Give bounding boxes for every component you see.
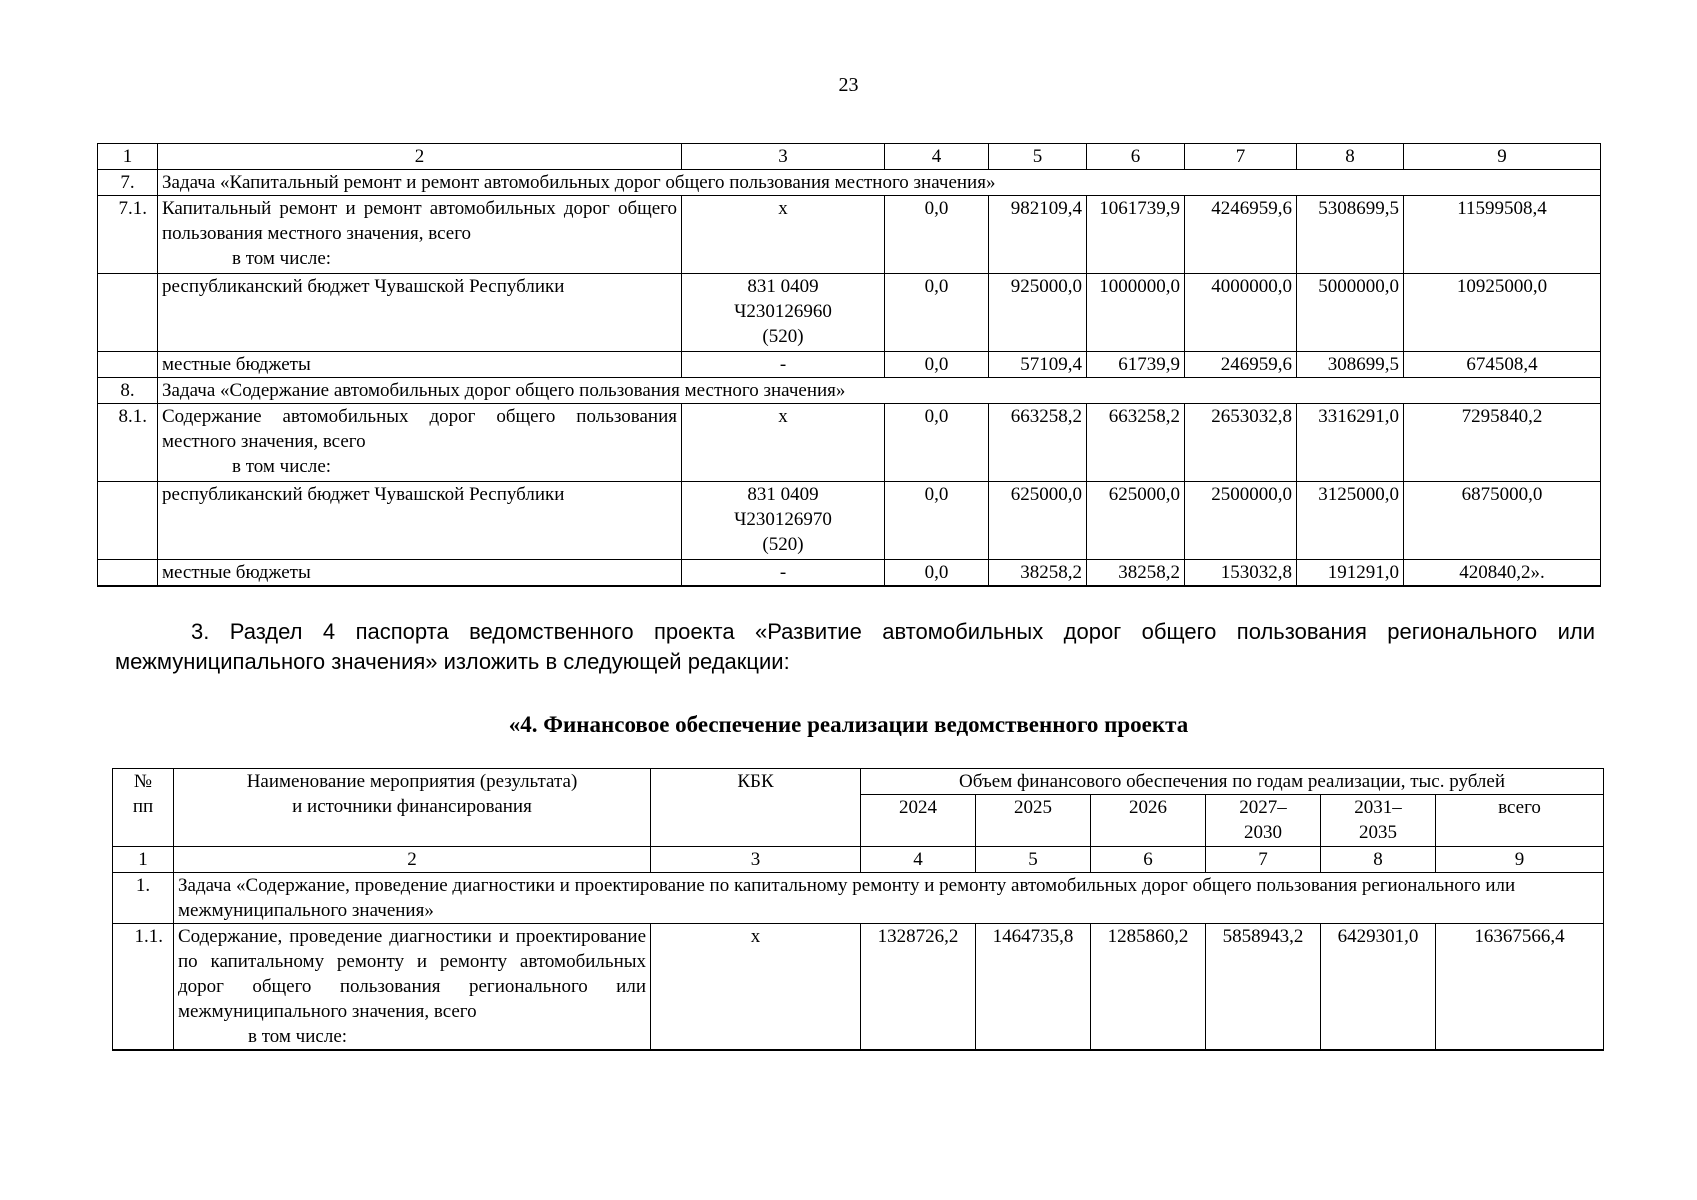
value-2025: 625000,0 xyxy=(989,482,1087,560)
value-2025: 982109,4 xyxy=(989,196,1087,274)
col-num: 9 xyxy=(1404,144,1601,170)
value-2031-2035: 3125000,0 xyxy=(1297,482,1404,560)
value-2031-2035: 6429301,0 xyxy=(1321,924,1436,1051)
row-name: республиканский бюджет Чувашской Республики xyxy=(158,274,682,352)
value-2026: 1061739,9 xyxy=(1087,196,1185,274)
col-num: 4 xyxy=(885,144,989,170)
row-name xyxy=(158,196,682,274)
table-row xyxy=(98,482,1601,560)
kbk-line: Ч230126960 xyxy=(734,301,832,322)
value-2025: 57109,4 xyxy=(989,352,1087,378)
kbk-cell: х xyxy=(682,196,885,274)
row-name-text: Капитальный ремонт и ремонт автомобильных дорог общего пользования местного значения, всего xyxy=(162,198,677,244)
table-row xyxy=(98,274,1601,352)
row-number xyxy=(98,352,158,378)
value-2031-2035: 5308699,5 xyxy=(1297,196,1404,274)
col-num: 2 xyxy=(158,144,682,170)
value-2025: 1464735,8 xyxy=(976,924,1091,1051)
value-2031-2035: 5000000,0 xyxy=(1297,274,1404,352)
value-2027-2030: 5858943,2 xyxy=(1206,924,1321,1051)
col-num: 4 xyxy=(861,847,976,873)
value-2024: 0,0 xyxy=(885,274,989,352)
row-subtitle: в том числе: xyxy=(232,248,332,269)
page-number: 23 xyxy=(838,74,859,96)
kbk-cell: - xyxy=(682,560,885,587)
row-name: местные бюджеты xyxy=(158,352,682,378)
col-num: 8 xyxy=(1321,847,1436,873)
kbk-cell: х xyxy=(651,924,861,1051)
value-total: 16367566,4 xyxy=(1436,924,1604,1051)
kbk-cell xyxy=(682,482,885,560)
task-row xyxy=(98,170,1601,196)
col-num: 2 xyxy=(174,847,651,873)
row-name xyxy=(174,924,651,1051)
value-2024: 1328726,2 xyxy=(861,924,976,1051)
header-year: 2025 xyxy=(976,795,1091,847)
header-year: всего xyxy=(1436,795,1604,847)
value-total: 6875000,0 xyxy=(1404,482,1601,560)
row-subtitle: в том числе: xyxy=(232,456,332,477)
value-total: 7295840,2 xyxy=(1404,404,1601,482)
table-row xyxy=(113,924,1604,1051)
value-2027-2030: 2500000,0 xyxy=(1185,482,1297,560)
column-number-row xyxy=(98,144,1601,170)
header-line: 2035 xyxy=(1359,822,1397,843)
value-2027-2030: 2653032,8 xyxy=(1185,404,1297,482)
row-number xyxy=(98,560,158,587)
task-title: Задача «Содержание автомобильных дорог общего пользования местного значения» xyxy=(158,378,1601,404)
header-line: 2031– xyxy=(1354,797,1402,818)
financing-table xyxy=(112,768,1604,1051)
col-num: 1 xyxy=(113,847,174,873)
value-total: 420840,2». xyxy=(1404,560,1601,587)
row-name: республиканский бюджет Чувашской Республики xyxy=(158,482,682,560)
kbk-cell: х xyxy=(682,404,885,482)
value-2026: 663258,2 xyxy=(1087,404,1185,482)
value-2031-2035: 308699,5 xyxy=(1297,352,1404,378)
row-name: местные бюджеты xyxy=(158,560,682,587)
table-row xyxy=(98,352,1601,378)
value-2026: 1000000,0 xyxy=(1087,274,1185,352)
section-title: «4. Финансовое обеспечение реализации ведомственного проекта xyxy=(508,712,1189,737)
value-total: 11599508,4 xyxy=(1404,196,1601,274)
table-row xyxy=(98,404,1601,482)
financing-table-continued xyxy=(97,143,1601,587)
task-number: 8. xyxy=(98,378,158,404)
header-volume: Объем финансового обеспечения по годам реализации, тыс. рублей xyxy=(861,769,1604,795)
row-name-text: Содержание автомобильных дорог общего пользования местного значения, всего xyxy=(162,406,677,452)
header-year: 2026 xyxy=(1091,795,1206,847)
header-line: Наименование мероприятия (результата) xyxy=(246,771,578,792)
header-line: 2027– xyxy=(1239,797,1287,818)
row-number xyxy=(98,274,158,352)
header-number xyxy=(113,769,174,847)
row-number: 1.1. xyxy=(113,924,174,1051)
value-2027-2030: 4000000,0 xyxy=(1185,274,1297,352)
task-number: 7. xyxy=(98,170,158,196)
kbk-line: (520) xyxy=(762,326,804,347)
row-name-text: Содержание, проведение диагностики и проектирование по капитальному ремонту и ремонту автомобильных дорог общего пользования регионального или межмуниципального значения, всего xyxy=(178,926,646,1022)
kbk-line: 831 0409 xyxy=(747,484,819,505)
value-2024: 0,0 xyxy=(885,352,989,378)
value-2026: 1285860,2 xyxy=(1091,924,1206,1051)
header-kbk: КБК xyxy=(651,769,861,847)
kbk-line: Ч230126970 xyxy=(734,509,832,530)
table-row xyxy=(98,560,1601,587)
col-num: 7 xyxy=(1185,144,1297,170)
value-total: 674508,4 xyxy=(1404,352,1601,378)
amendment-paragraph: 3. Раздел 4 паспорта ведомственного проекта «Развитие автомобильных дорог общего пользования регионального или межмуниципального значения» изложить в следующей редакции: xyxy=(115,619,1595,674)
value-2024: 0,0 xyxy=(885,196,989,274)
header-line: 2030 xyxy=(1244,822,1282,843)
value-2031-2035: 191291,0 xyxy=(1297,560,1404,587)
value-2025: 663258,2 xyxy=(989,404,1087,482)
col-num: 7 xyxy=(1206,847,1321,873)
value-2025: 38258,2 xyxy=(989,560,1087,587)
col-num: 6 xyxy=(1087,144,1185,170)
value-2024: 0,0 xyxy=(885,404,989,482)
task-row xyxy=(98,378,1601,404)
col-num: 1 xyxy=(98,144,158,170)
value-2027-2030: 4246959,6 xyxy=(1185,196,1297,274)
value-2026: 38258,2 xyxy=(1087,560,1185,587)
row-number: 7.1. xyxy=(98,196,158,274)
col-num: 6 xyxy=(1091,847,1206,873)
value-total: 10925000,0 xyxy=(1404,274,1601,352)
column-number-row xyxy=(113,847,1604,873)
task-row xyxy=(113,873,1604,924)
header-line: № xyxy=(133,771,153,792)
task-title: Задача «Капитальный ремонт и ремонт автомобильных дорог общего пользования местного значения» xyxy=(158,170,1601,196)
value-2026: 61739,9 xyxy=(1087,352,1185,378)
header-name xyxy=(174,769,651,847)
col-num: 8 xyxy=(1297,144,1404,170)
kbk-cell xyxy=(682,274,885,352)
task-title: Задача «Содержание, проведение диагностики и проектирование по капитальному ремонту и ремонту автомобильных дорог общего пользования регионального или межмуниципального значения» xyxy=(174,873,1604,924)
header-line: и источники финансирования xyxy=(292,796,532,817)
value-2031-2035: 3316291,0 xyxy=(1297,404,1404,482)
header-year xyxy=(1321,795,1436,847)
value-2024: 0,0 xyxy=(885,560,989,587)
header-line: пп xyxy=(132,796,154,817)
row-number: 8.1. xyxy=(98,404,158,482)
kbk-cell: - xyxy=(682,352,885,378)
table-row xyxy=(98,196,1601,274)
col-num: 9 xyxy=(1436,847,1604,873)
value-2025: 925000,0 xyxy=(989,274,1087,352)
row-number xyxy=(98,482,158,560)
kbk-line: 831 0409 xyxy=(747,276,819,297)
value-2024: 0,0 xyxy=(885,482,989,560)
task-number: 1. xyxy=(113,873,174,924)
value-2026: 625000,0 xyxy=(1087,482,1185,560)
header-row xyxy=(113,769,1604,795)
col-num: 5 xyxy=(976,847,1091,873)
header-year xyxy=(1206,795,1321,847)
col-num: 3 xyxy=(682,144,885,170)
col-num: 5 xyxy=(989,144,1087,170)
kbk-line: (520) xyxy=(762,534,804,555)
row-name xyxy=(158,404,682,482)
col-num: 3 xyxy=(651,847,861,873)
header-year: 2024 xyxy=(861,795,976,847)
row-subtitle: в том числе: xyxy=(248,1026,348,1047)
value-2027-2030: 246959,6 xyxy=(1185,352,1297,378)
value-2027-2030: 153032,8 xyxy=(1185,560,1297,587)
